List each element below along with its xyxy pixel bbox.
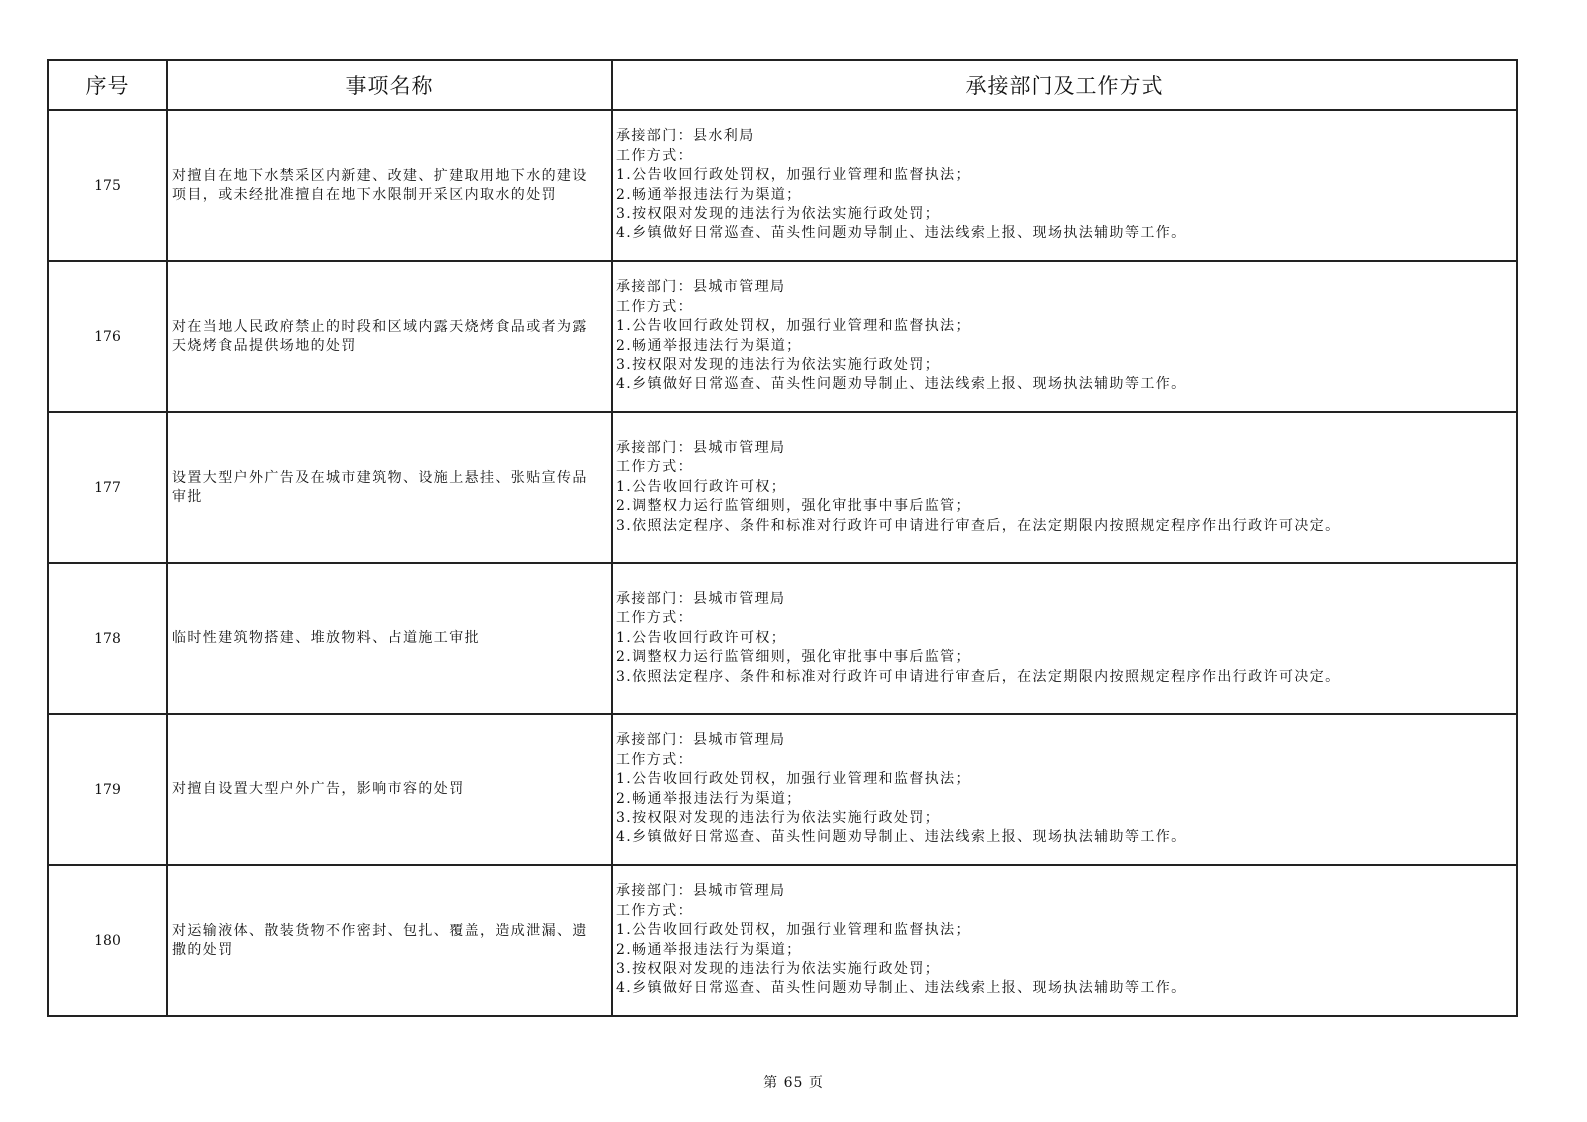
work-method-step: 2.调整权力运行监管细则，强化审批事中事后监管；	[616, 649, 971, 666]
row-item-name: 临时性建筑物搭建、堆放物料、占道施工审批	[167, 563, 612, 714]
work-method-label: 工作方式：	[616, 298, 693, 315]
work-method-step: 4.乡镇做好日常巡查、苗头性问题劝导制止、违法线索上报、现场执法辅助等工作。	[616, 376, 1187, 393]
document-table-container	[47, 59, 1516, 1017]
row-department-method	[612, 261, 1517, 412]
work-method-step: 2.畅通举报违法行为渠道；	[616, 941, 802, 958]
department-line: 承接部门：县城市管理局	[616, 732, 786, 749]
header-item-name: 事项名称	[167, 60, 612, 110]
row-item-name: 对擅自在地下水禁采区内新建、改建、扩建取用地下水的建设项目，或未经批准擅自在地下水限制开采区内取水的处罚	[167, 110, 612, 261]
work-method-step: 1.公告收回行政处罚权，加强行业管理和监督执法；	[616, 771, 971, 788]
department-line: 承接部门：县城市管理局	[616, 279, 786, 296]
work-method-step: 1.公告收回行政处罚权，加强行业管理和监督执法；	[616, 167, 971, 184]
table-row	[48, 110, 1517, 261]
row-serial-number: 180	[48, 865, 167, 1016]
row-item-name: 对运输液体、散装货物不作密封、包扎、覆盖，造成泄漏、遗撒的处罚	[167, 865, 612, 1016]
row-serial-number: 178	[48, 563, 167, 714]
work-method-step: 4.乡镇做好日常巡查、苗头性问题劝导制止、违法线索上报、现场执法辅助等工作。	[616, 225, 1187, 242]
work-method-step: 2.调整权力运行监管细则，强化审批事中事后监管；	[616, 498, 971, 515]
work-method-step: 4.乡镇做好日常巡查、苗头性问题劝导制止、违法线索上报、现场执法辅助等工作。	[616, 980, 1187, 997]
work-method-step: 4.乡镇做好日常巡查、苗头性问题劝导制止、违法线索上报、现场执法辅助等工作。	[616, 829, 1187, 846]
work-method-step: 3.按权限对发现的违法行为依法实施行政处罚；	[616, 205, 941, 222]
table-row	[48, 261, 1517, 412]
header-serial-number: 序号	[48, 60, 167, 110]
department-line: 承接部门：县城市管理局	[616, 590, 786, 607]
row-item-name: 对擅自设置大型户外广告，影响市容的处罚	[167, 714, 612, 865]
work-method-step: 2.畅通举报违法行为渠道；	[616, 186, 802, 203]
work-method-label: 工作方式：	[616, 902, 693, 919]
row-item-name: 设置大型户外广告及在城市建筑物、设施上悬挂、张贴宣传品审批	[167, 412, 612, 563]
table-header-row	[48, 60, 1517, 110]
work-method-step: 3.依照法定程序、条件和标准对行政许可申请进行审查后，在法定期限内按照规定程序作出行政许可决定。	[616, 517, 1341, 534]
row-department-method	[612, 412, 1517, 563]
work-method-step: 3.按权限对发现的违法行为依法实施行政处罚；	[616, 960, 941, 977]
row-serial-number: 179	[48, 714, 167, 865]
department-line: 承接部门：县城市管理局	[616, 883, 786, 900]
work-method-step: 3.按权限对发现的违法行为依法实施行政处罚；	[616, 809, 941, 826]
row-department-method	[612, 714, 1517, 865]
work-method-label: 工作方式：	[616, 610, 693, 627]
department-line: 承接部门：县水利局	[616, 128, 755, 145]
work-method-step: 1.公告收回行政许可权；	[616, 629, 787, 646]
row-department-method	[612, 563, 1517, 714]
work-method-label: 工作方式：	[616, 751, 693, 768]
row-serial-number: 177	[48, 412, 167, 563]
work-method-step: 3.按权限对发现的违法行为依法实施行政处罚；	[616, 356, 941, 373]
work-method-label: 工作方式：	[616, 459, 693, 476]
header-department-method: 承接部门及工作方式	[612, 60, 1517, 110]
department-line: 承接部门：县城市管理局	[616, 439, 786, 456]
row-department-method	[612, 865, 1517, 1016]
row-item-name: 对在当地人民政府禁止的时段和区域内露天烧烤食品或者为露天烧烤食品提供场地的处罚	[167, 261, 612, 412]
work-method-step: 3.依照法定程序、条件和标准对行政许可申请进行审查后，在法定期限内按照规定程序作出行政许可决定。	[616, 668, 1341, 685]
row-serial-number: 175	[48, 110, 167, 261]
work-method-step: 2.畅通举报违法行为渠道；	[616, 790, 802, 807]
matters-table	[47, 59, 1518, 1017]
work-method-step: 2.畅通举报违法行为渠道；	[616, 337, 802, 354]
table-row	[48, 563, 1517, 714]
work-method-step: 1.公告收回行政处罚权，加强行业管理和监督执法；	[616, 318, 971, 335]
work-method-step: 1.公告收回行政许可权；	[616, 478, 787, 495]
work-method-step: 1.公告收回行政处罚权，加强行业管理和监督执法；	[616, 922, 971, 939]
work-method-label: 工作方式：	[616, 147, 693, 164]
row-serial-number: 176	[48, 261, 167, 412]
row-department-method	[612, 110, 1517, 261]
page-number: 第 65 页	[763, 1075, 824, 1091]
table-row	[48, 412, 1517, 563]
table-row	[48, 865, 1517, 1016]
table-row	[48, 714, 1517, 865]
